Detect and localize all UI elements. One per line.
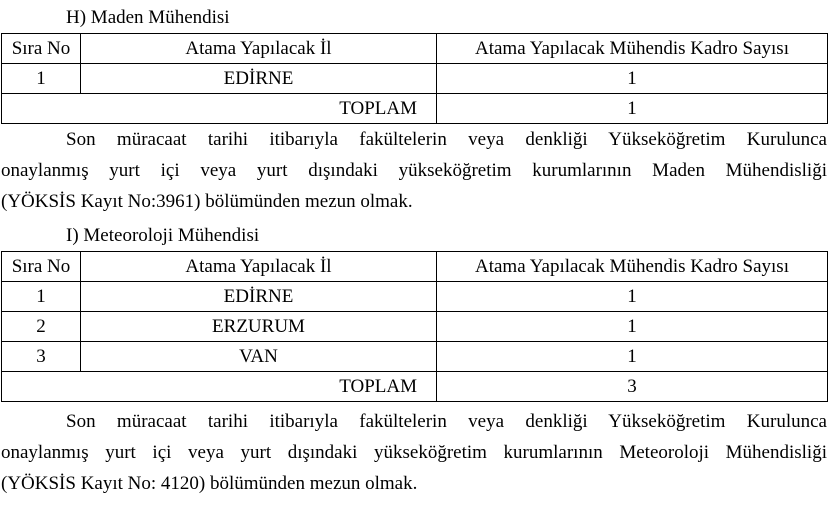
- table-row: [2, 64, 828, 94]
- section-heading-meteoroloji: I) Meteoroloji Mühendisi: [66, 225, 260, 246]
- paragraph-maden: [1, 124, 827, 217]
- table-header-row: [2, 252, 828, 282]
- paragraph-line: (YÖKSİS Kayıt No:3961) bölümünden mezun olmak.: [1, 191, 413, 212]
- paragraph-line: Son müracaat tarihi itibarıyla fakültelerin veya denkliği Yükseköğretim Kurulunca: [66, 411, 827, 432]
- section-heading-maden: H) Maden Mühendisi: [66, 7, 230, 28]
- paragraph-line: (YÖKSİS Kayıt No: 4120) bölümünden mezun olmak.: [1, 473, 418, 494]
- header-atama-il: Atama Yapılacak İl: [81, 34, 437, 64]
- paragraph-line: onaylanmış yurt içi veya yurt dışındaki yükseköğretim kurumlarının Maden Mühendisliği: [1, 160, 827, 181]
- cell-kadro-sayisi: 1: [437, 342, 828, 372]
- header-kadro-sayisi: Atama Yapılacak Mühendis Kadro Sayısı: [437, 252, 828, 282]
- cell-il: EDİRNE: [81, 282, 437, 312]
- total-value: 3: [437, 372, 828, 402]
- table-header-row: [2, 34, 828, 64]
- cell-sira-no: 1: [2, 64, 81, 94]
- cell-kadro-sayisi: 1: [437, 312, 828, 342]
- cell-il: ERZURUM: [81, 312, 437, 342]
- cell-kadro-sayisi: 1: [437, 282, 828, 312]
- total-label: TOPLAM: [2, 372, 437, 402]
- header-kadro-sayisi: Atama Yapılacak Mühendis Kadro Sayısı: [437, 34, 828, 64]
- header-sira-no: Sıra No: [2, 252, 81, 282]
- total-label: TOPLAM: [2, 94, 437, 124]
- cell-kadro-sayisi: 1: [437, 64, 828, 94]
- paragraph-line: onaylanmış yurt içi veya yurt dışındaki yükseköğretim kurumlarının Meteoroloji Mühendisliği: [1, 442, 827, 463]
- cell-il: VAN: [81, 342, 437, 372]
- cell-sira-no: 2: [2, 312, 81, 342]
- table-row: [2, 312, 828, 342]
- cell-sira-no: 1: [2, 282, 81, 312]
- total-value: 1: [437, 94, 828, 124]
- table-row: [2, 282, 828, 312]
- header-sira-no: Sıra No: [2, 34, 81, 64]
- cell-il: EDİRNE: [81, 64, 437, 94]
- table-meteoroloji: [1, 251, 828, 402]
- paragraph-meteoroloji: [1, 406, 827, 499]
- table-row: [2, 342, 828, 372]
- table-total-row: [2, 372, 828, 402]
- table-maden: [1, 33, 828, 124]
- cell-sira-no: 3: [2, 342, 81, 372]
- paragraph-line: Son müracaat tarihi itibarıyla fakültelerin veya denkliği Yükseköğretim Kurulunca: [66, 129, 827, 150]
- table-total-row: [2, 94, 828, 124]
- header-atama-il: Atama Yapılacak İl: [81, 252, 437, 282]
